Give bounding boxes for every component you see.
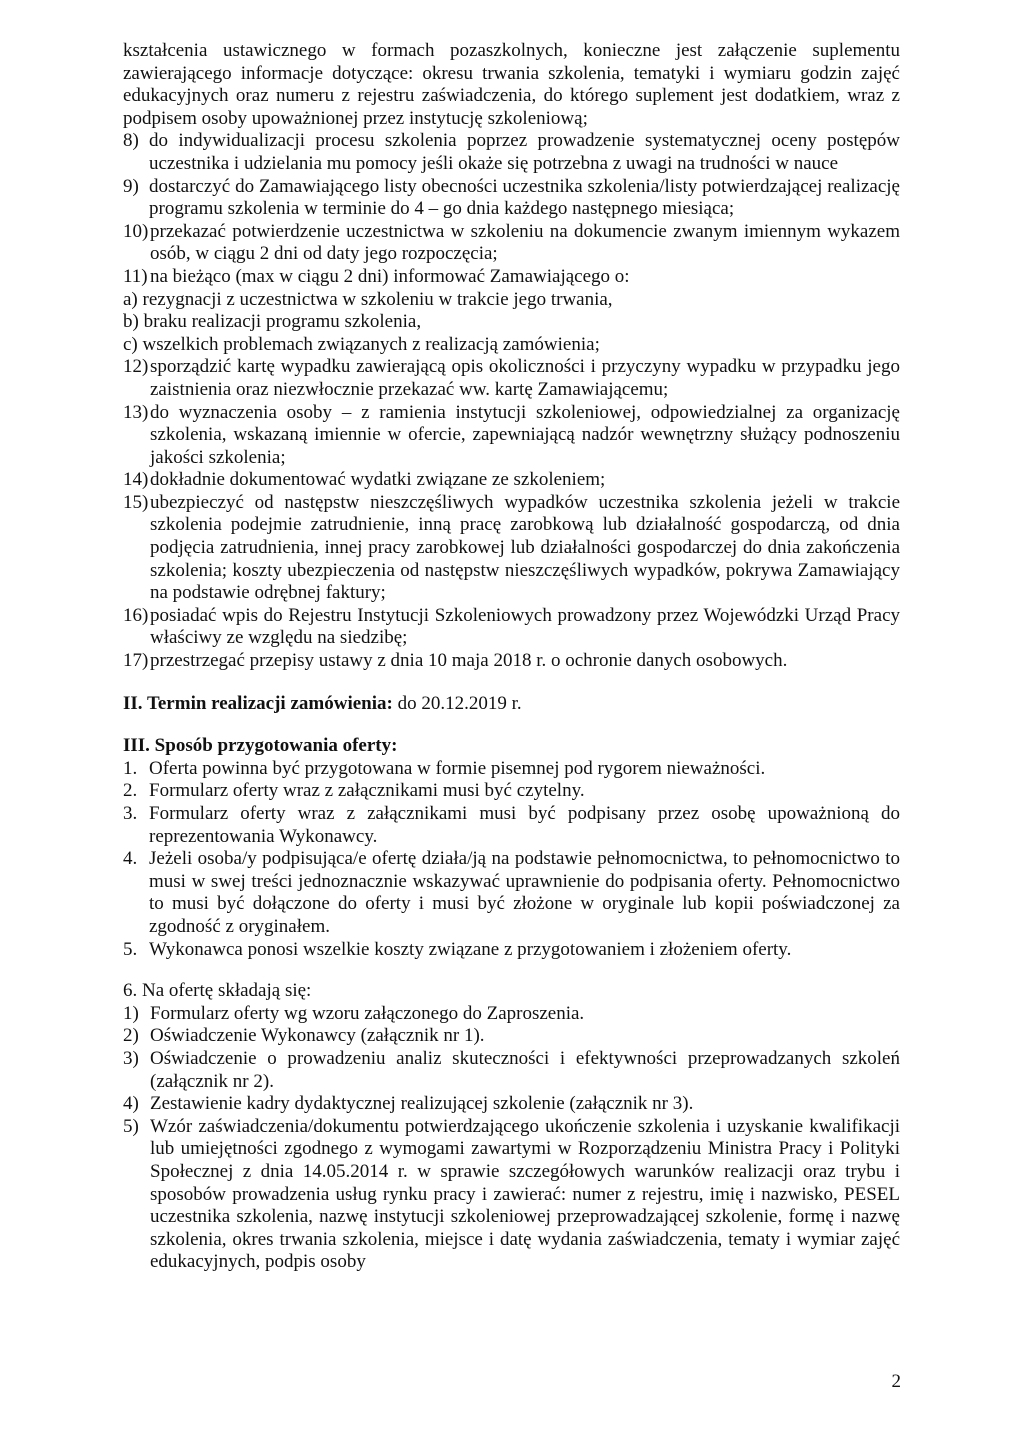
list-item: [123, 780, 900, 803]
list-item: [123, 356, 900, 401]
item-text: ubezpieczyć od następstw nieszczęśliwych wypadków uczestnika szkolenia jeżeli w trakcie szkolenia podejmie zatrudnienie, inną pracę zarobkową lub działalność gospodarczą, od dnia podjęcia zatrudnienia, innej pracy zarobkowej lub działalności gospodarczej do dnia zakończenia szkolenia; koszty ubezpieczenia od następstw nieszczęśliwych wypadków, pokrywa Zamawiający na podstawie odrębnej faktury;: [150, 491, 900, 604]
list-item: [123, 221, 900, 266]
sub-item: a) rezygnacji z uczestnictwa w szkoleniu w trakcie jego trwania,: [123, 288, 613, 310]
page-number: 2: [891, 1371, 901, 1392]
item-number: 14): [123, 469, 149, 491]
item-number: 13): [123, 401, 149, 423]
section-iii-list: [123, 758, 900, 961]
list-item: [123, 266, 900, 289]
list-item: [123, 1025, 900, 1048]
item-text: Wykonawca ponosi wszelkie koszty związane z przygotowaniem i złożeniem oferty.: [149, 938, 792, 960]
continuation-paragraph: kształcenia ustawicznego w formach pozaszkolnych, konieczne jest załączenie suplementu zawierającego informacje dotyczące: okresu trwania szkolenia, tematyki i wymiaru godzin zajęć edukacyjnych oraz numeru z rejestru zaświadczenia, do którego suplement jest dodatkiem, wraz z podpisem osoby upoważnionej przez instytucję szkoleniową;: [123, 40, 900, 129]
item-text: posiadać wpis do Rejestru Instytucji Szkoleniowych prowadzony przez Wojewódzki Urząd Pracy właściwy ze względu na siedzibę;: [150, 604, 900, 649]
obligations-list-b: [123, 356, 900, 672]
item-text: Formularz oferty wraz z załącznikami musi być podpisany przez osobę upoważnioną do reprezentowania Wykonawcy.: [149, 803, 900, 847]
item-number: 4.: [123, 848, 138, 870]
item-number: 1.: [123, 757, 138, 779]
document-body: [123, 40, 900, 1274]
item-number: 8): [123, 130, 139, 152]
item-number: 9): [123, 175, 139, 197]
list-item: [123, 1093, 900, 1116]
list-item: [123, 605, 900, 650]
item-number: 5.: [123, 938, 138, 960]
list-item: [123, 939, 900, 962]
item-text: Oświadczenie Wykonawcy (załącznik nr 1).: [150, 1025, 485, 1047]
item-number: 15): [123, 491, 149, 513]
item-text: Jeżeli osoba/y podpisująca/e ofertę działa/ją na podstawie pełnomocnictwa, to pełnomocnictwo to musi w swej treści jednoznacznie wskazywać uprawnienie do podpisania oferty. Pełnomocnictwo to musi być dołączone do oferty i musi być złożone w oryginale lub kopii poświadczonej za zgodność z oryginałem.: [149, 848, 900, 937]
section-iii-heading: III. Sposób przygotowania oferty:: [123, 735, 398, 757]
item-number: 2): [123, 1025, 139, 1047]
item-text: Zestawienie kadry dydaktycznej realizującej szkolenie (załącznik nr 3).: [150, 1093, 694, 1115]
sub-item: b) braku realizacji programu szkolenia,: [123, 311, 422, 333]
list-item: [123, 402, 900, 470]
list-item: [123, 1048, 900, 1093]
item-text: dostarczyć do Zamawiającego listy obecności uczestnika szkolenia/listy potwierdzającej realizację programu szkolenia w terminie do 4 – go dnia każdego następnego miesiąca;: [149, 175, 900, 220]
item-number: 17): [123, 650, 149, 672]
section-6-title: 6. Na ofertę składają się:: [123, 980, 312, 1002]
item-text: Oferta powinna być przygotowana w formie pisemnej pod rygorem nieważności.: [149, 757, 766, 779]
item-number: 11): [123, 265, 148, 287]
item-number: 3.: [123, 803, 138, 824]
list-item: [123, 1003, 900, 1026]
item-number: 3): [123, 1047, 139, 1069]
list-item: [123, 176, 900, 221]
list-item: [123, 130, 900, 175]
section-6-list: [123, 1003, 900, 1274]
item-number: 2.: [123, 780, 138, 802]
item-text: Formularz oferty wg wzoru załączonego do Zaproszenia.: [150, 1002, 585, 1024]
item-text: dokładnie dokumentować wydatki związane ze szkoleniem;: [150, 469, 606, 491]
list-item: [123, 848, 900, 938]
item-text: Wzór zaświadczenia/dokumentu potwierdzającego ukończenie szkolenia i uzyskanie kwalifikacji lub umiejętności zgodnego z wymogami zawartymi w Rozporządzeniu Ministra Pracy i Polityki Społecznej z dnia 14.05.2014 r. w sprawie szczegółowych warunków realizacji oraz trybu i sposobów prowadzenia usług rynku pracy i zawierać: numer z rejestru, imię i nazwisko, PESEL uczestnika szkolenia, nazwę instytucji szkoleniowej przeprowadzającej szkolenie, formę i nazwę szkolenia, okres trwania szkolenia, miejsce i datę wydania zaświadczenia, tematy i wymiar zajęć edukacyjnych, podpis osoby: [150, 1115, 900, 1273]
item-number: 1): [123, 1002, 139, 1024]
section-ii-heading: [123, 693, 900, 716]
section-ii-label: II. Termin realizacji zamówienia:: [123, 692, 393, 714]
list-item: [123, 492, 900, 605]
item-text: do indywidualizacji procesu szkolenia poprzez prowadzenie systematycznej oceny postępów uczestnika i udzielania mu pomocy jeśli okaże się potrzebna z uwagi na trudności w nauce: [149, 130, 900, 174]
sub-item: c) wszelkich problemach związanych z realizacją zamówienia;: [123, 333, 600, 355]
item-text: do wyznaczenia osoby – z ramienia instytucji szkoleniowej, odpowiedzialnej za organizację szkolenia, wskazaną imiennie w ofercie, zapewniającą nadzór wewnętrzny służący podnoszeniu jakości szkolenia;: [150, 401, 900, 468]
list-item: [123, 650, 900, 673]
item-number: 12): [123, 356, 149, 378]
list-item: [123, 469, 900, 492]
item-number: 4): [123, 1093, 139, 1115]
item-number: 5): [123, 1115, 139, 1137]
item-text: Oświadczenie o prowadzeniu analiz skuteczności i efektywności przeprowadzanych szkoleń (załącznik nr 2).: [150, 1047, 900, 1092]
item-text: Formularz oferty wraz z załącznikami musi być czytelny.: [149, 780, 585, 802]
list-item: [123, 1116, 900, 1274]
list-item: [123, 803, 900, 848]
obligation-11-subitems: [123, 289, 900, 357]
list-item: [123, 758, 900, 781]
item-text: na bieżąco (max w ciągu 2 dni) informować Zamawiającego o:: [150, 265, 630, 287]
item-text: przestrzegać przepisy ustawy z dnia 10 maja 2018 r. o ochronie danych osobowych.: [150, 650, 788, 672]
item-text: sporządzić kartę wypadku zawierającą opis okoliczności i przyczyny wypadku w przypadku jego zaistnienia oraz niezwłocznie przekazać ww. kartę Zamawiającemu;: [150, 356, 900, 400]
item-text: przekazać potwierdzenie uczestnictwa w szkoleniu na dokumencie zwanym imiennym wykazem osób, w ciągu 2 dni od daty jego rozpoczęcia;: [150, 220, 900, 265]
item-number: 10): [123, 220, 149, 242]
obligations-list-a: [123, 130, 900, 288]
item-number: 16): [123, 604, 149, 626]
section-ii-value: do 20.12.2019 r.: [397, 692, 522, 714]
